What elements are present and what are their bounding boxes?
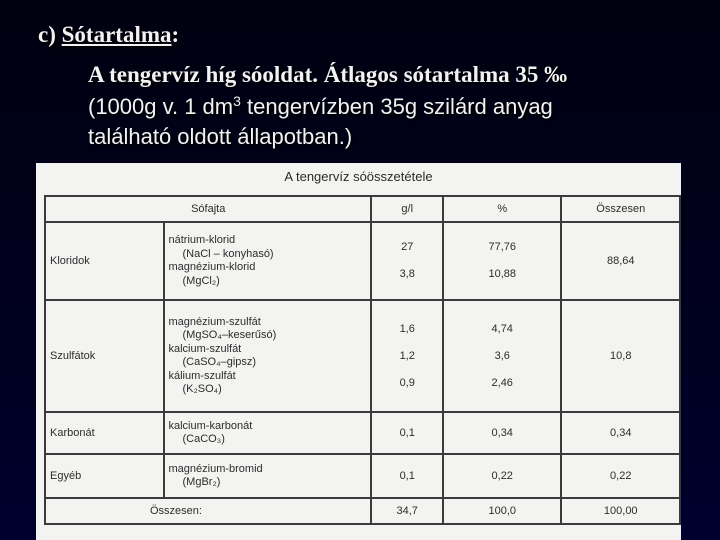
category-cell: Kloridok	[45, 222, 164, 300]
compound-name: kalcium-szulfát	[168, 342, 242, 355]
slide-line-2	[88, 93, 553, 120]
compound-formula: (K₂SO₄)	[182, 383, 222, 395]
line2-part-a: (1000g v. 1 dm	[88, 94, 234, 119]
compound-formula: (CaSO₄–gipsz)	[182, 356, 257, 368]
header-pct: %	[443, 196, 562, 222]
table-body	[45, 222, 680, 524]
compound-name: magnézium-szulfát	[168, 315, 261, 328]
salt-composition-table	[44, 195, 681, 525]
pct-value: 77,76	[488, 241, 516, 253]
gl-cell	[371, 222, 443, 300]
scanned-table-image	[36, 163, 681, 540]
compound-name: kálium-szulfát	[168, 369, 236, 382]
compound-formula: (CaCO₃)	[182, 433, 225, 445]
table-header-row	[45, 196, 680, 222]
gl-value: 3,8	[399, 268, 415, 280]
compound-name: magnézium-klorid	[168, 261, 256, 273]
compound-cell	[164, 300, 372, 412]
compound-name: nátrium-klorid	[168, 234, 236, 246]
compound-formula: (MgCl₂)	[182, 274, 220, 287]
pct-cell	[443, 454, 562, 498]
pct-value: 10,88	[488, 268, 516, 280]
gl-cell	[371, 300, 443, 412]
pct-value: 4,74	[491, 322, 513, 335]
group-total-cell: 0,22	[561, 454, 680, 498]
compound-name: magnézium-bromid	[168, 462, 263, 475]
gl-value: 1,6	[399, 322, 415, 335]
pct-cell	[443, 222, 562, 300]
header-total: Összesen	[561, 196, 680, 222]
pct-value: 0,22	[491, 470, 513, 482]
gl-value: 0,1	[399, 470, 415, 482]
slide-line-1: A tengervíz híg sóoldat. Átlagos sótartalma 35 ‰	[88, 62, 568, 87]
line2-part-b: tengervízben 35g szilárd anyag	[240, 94, 553, 119]
pct-cell	[443, 412, 562, 454]
compound-cell	[164, 412, 372, 454]
compound-formula: (MgSO₄–keserűsó)	[182, 329, 277, 341]
category-cell: Karbonát	[45, 412, 164, 454]
gl-value: 1,2	[399, 349, 415, 362]
table-title: A tengervíz sóösszetétele	[284, 169, 433, 184]
group-total-cell: 0,34	[561, 412, 680, 454]
table-row	[45, 300, 680, 412]
group-total-cell: 88,64	[561, 222, 680, 300]
gl-cell	[371, 412, 443, 454]
line2-superscript: 3	[233, 93, 241, 109]
slide-heading	[38, 22, 179, 48]
footer-pct: 100,0	[443, 498, 562, 524]
pct-value: 0,34	[491, 427, 513, 439]
heading-word: Sótartalma	[61, 22, 172, 47]
footer-label: Összesen:	[45, 498, 371, 524]
compound-formula: (MgBr₂)	[182, 476, 221, 488]
gl-cell	[371, 454, 443, 498]
footer-total: 100,00	[561, 498, 680, 524]
gl-value: 0,9	[399, 376, 415, 389]
heading-prefix: c)	[38, 22, 62, 47]
pct-cell	[443, 300, 562, 412]
gl-value: 27	[401, 241, 414, 253]
category-cell: Szulfátok	[45, 300, 164, 412]
compound-cell	[164, 222, 372, 300]
table-row	[45, 222, 680, 300]
compound-cell	[164, 454, 372, 498]
footer-gl: 34,7	[371, 498, 443, 524]
heading-suffix: :	[171, 22, 180, 47]
category-cell: Egyéb	[45, 454, 164, 498]
gl-value: 0,1	[399, 427, 415, 439]
slide-line-3: található oldott állapotban.)	[88, 124, 353, 149]
header-gl: g/l	[371, 196, 443, 222]
pct-value: 2,46	[491, 376, 513, 389]
table-row	[45, 454, 680, 498]
header-kind: Sófajta	[45, 196, 371, 222]
table-row	[45, 412, 680, 454]
pct-value: 3,6	[494, 349, 510, 362]
compound-formula: (NaCl – konyhasó)	[182, 247, 274, 260]
compound-name: kalcium-karbonát	[168, 419, 253, 432]
group-total-cell: 10,8	[561, 300, 680, 412]
table-footer-row	[45, 498, 680, 524]
